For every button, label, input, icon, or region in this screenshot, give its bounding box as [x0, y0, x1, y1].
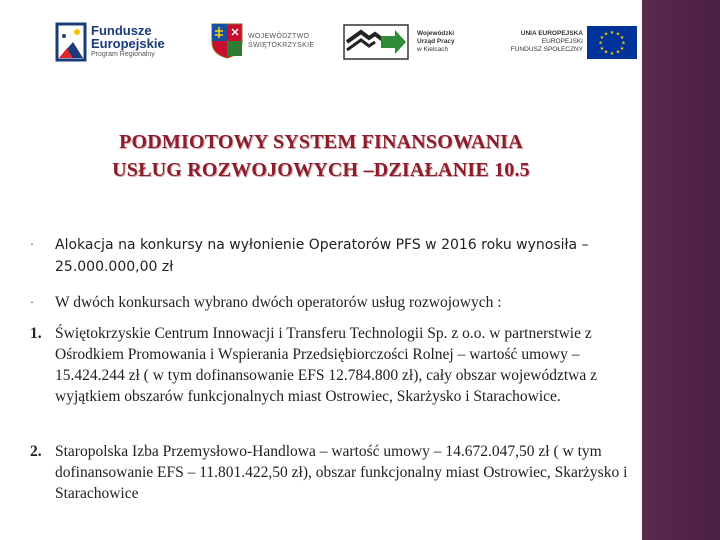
allocation-text-c: w 2016 roku wynosiła – 25.000.000,00 zł	[55, 237, 589, 275]
allocation-text-b: Operatorów PFS	[308, 237, 421, 253]
svg-text:★: ★	[615, 49, 621, 56]
svg-text:★: ★	[615, 31, 621, 38]
eu-text-3: FUNDUSZ SPOŁECZNY	[510, 46, 583, 53]
item-1-text: Świętokrzyskie Centrum Innowacji i Transferu Technologii Sp. z o.o. w partnerstwie z Ośrodkiem Promowania i Wspierania Przedsiębiorczości Rolnej – wartość umowy – 15.424.244 zł ( w tym dofinansowanie EFS 12.784.800 zł), cały obszar województwa z wyjątkiem obszarów funkcjonalnych miast Ostrowiec, Skarżysko i Starachowice.	[55, 325, 597, 405]
svg-text:★: ★	[603, 31, 609, 38]
svg-text:★: ★	[598, 40, 603, 47]
wojewodztwo-text-1: WOJEWÓDZTWO	[248, 33, 310, 40]
item-2-text: Staropolska Izba Przemysłowo-Handlowa – wartość umowy – 14.672.047,50 zł ( w tym dofinansowanie EFS – 11.801.422,50 zł), obszar funkcjonalny miast Ostrowiec, Skarżysko i Starachowice	[55, 443, 628, 502]
wup-text-2: Urząd Pracy	[417, 38, 455, 45]
fundusze-text-1: Fundusze	[91, 23, 152, 38]
fundusze-text-3: Program Regionalny	[91, 51, 155, 58]
svg-text:★: ★	[603, 49, 609, 56]
eu-text-2: EUROPEJSKI	[541, 38, 583, 45]
wup-text-3: w Kielcach	[417, 46, 449, 53]
numbered-item-1	[30, 323, 640, 407]
fundusze-text-2: Europejskie	[91, 36, 165, 51]
bullet-marker: ·	[30, 295, 34, 309]
operators-text: W dwóch konkursach wybrano dwóch operatorów usług rozwojowych :	[55, 294, 502, 311]
coat-of-arms-icon	[210, 22, 244, 60]
wup-kielce-logo	[343, 24, 483, 64]
title-line-2: USŁUG ROZWOJOWYCH –DZIAŁANIE 10.5	[112, 159, 530, 181]
side-decor-bar	[642, 0, 720, 540]
eu-efs-logo	[505, 26, 640, 66]
logo-strip	[0, 0, 642, 100]
item-number: 2.	[30, 443, 42, 460]
svg-text:★: ★	[619, 46, 625, 52]
svg-text:★: ★	[619, 35, 625, 41]
fundusze-europejskie-logo	[55, 18, 185, 68]
eu-flag-icon	[587, 26, 637, 59]
numbered-item-2	[30, 441, 640, 504]
svg-text:★: ★	[609, 30, 615, 36]
bullet-item-operators	[30, 292, 640, 313]
page-title	[0, 128, 642, 184]
allocation-text-a: Alokacja na konkursy na wyłonienie	[55, 237, 309, 253]
svg-text:★: ★	[599, 46, 605, 52]
wup-text-1: Wojewódzki	[417, 30, 455, 37]
wojewodztwo-logo	[210, 22, 320, 62]
bullet-marker: ·	[30, 237, 34, 251]
wojewodztwo-text-2: ŚWIĘTOKRZYSKIE	[248, 42, 315, 49]
title-line-1: PODMIOTOWY SYSTEM FINANSOWANIA	[119, 131, 523, 153]
wup-arrow-icon	[343, 24, 409, 60]
bullet-item-allocation	[30, 234, 640, 278]
svg-text:★: ★	[599, 35, 605, 41]
content-body	[30, 234, 640, 504]
item-number: 1.	[30, 325, 42, 342]
svg-text:★: ★	[621, 40, 626, 47]
fundusze-emblem-icon	[55, 22, 87, 62]
eu-text-1: UNIA EUROPEJSKA	[520, 30, 583, 37]
svg-text:★: ★	[609, 51, 615, 57]
